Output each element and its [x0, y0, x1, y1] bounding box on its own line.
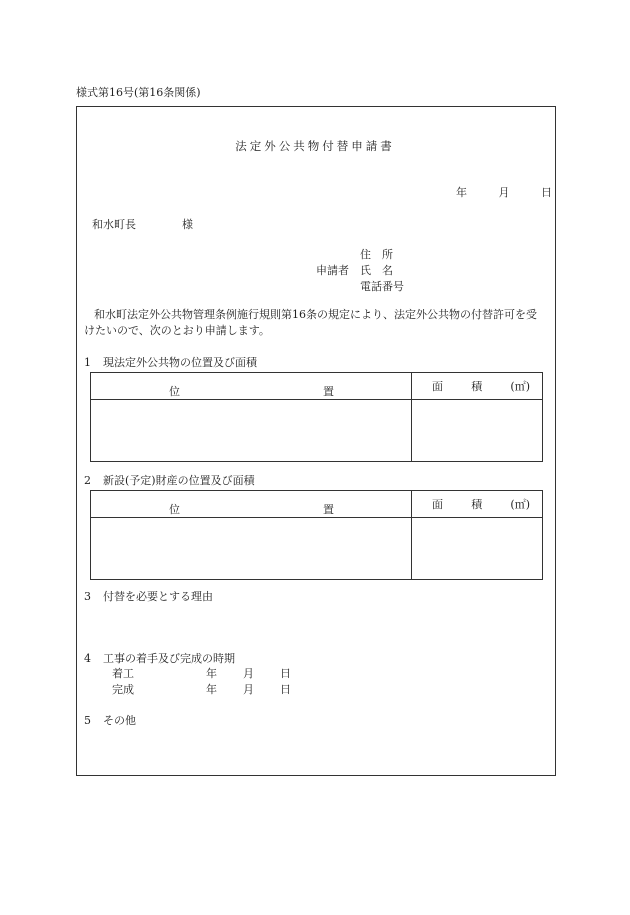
applicant-label: 申請者 [316, 264, 349, 277]
area-header: 面 積 (㎡) [412, 373, 543, 400]
application-date [456, 184, 552, 200]
complete-month-label: 月 [243, 683, 254, 696]
position-input-cell[interactable] [91, 400, 412, 462]
date-day-label: 日 [541, 186, 552, 199]
new-property-table [90, 490, 543, 580]
start-month-label: 月 [243, 667, 254, 680]
section-5-heading [84, 712, 136, 728]
form-title: 法定外公共物付替申請書 [235, 139, 395, 153]
section-2-heading [84, 472, 255, 488]
section-1-heading [84, 354, 257, 370]
section-number: 4 [84, 652, 91, 665]
complete-day-label: 日 [280, 683, 291, 696]
complete-year-label: 年 [206, 683, 217, 696]
section-title: 工事の着手及び完成の時期 [103, 652, 235, 665]
applicant-phone-label: 電話番号 [360, 280, 404, 293]
start-year-label: 年 [206, 667, 217, 680]
addressee-name: 和水町長 [92, 218, 136, 231]
section-number: 5 [84, 714, 91, 727]
start-label: 着工 [112, 667, 134, 680]
area-input-cell[interactable] [412, 400, 543, 462]
date-year-label: 年 [456, 186, 467, 199]
current-property-table [90, 372, 543, 462]
applicant-address-label: 住 所 [360, 248, 393, 261]
area-input-cell[interactable] [412, 518, 543, 580]
complete-label: 完成 [112, 683, 134, 696]
position-header: 位 置 [91, 491, 412, 518]
section-title: 現法定外公共物の位置及び面積 [103, 356, 257, 369]
addressee [92, 216, 193, 232]
section-number: 2 [84, 474, 91, 487]
form-number: 様式第16号(第16条関係) [76, 86, 201, 99]
start-day-label: 日 [280, 667, 291, 680]
date-month-label: 月 [498, 186, 510, 199]
section-title: 新設(予定)財産の位置及び面積 [103, 474, 255, 487]
section-title: 付替を必要とする理由 [103, 590, 213, 603]
applicant-name-label: 氏 名 [360, 264, 393, 277]
addressee-honorific: 様 [182, 218, 193, 231]
section-4-heading [84, 650, 235, 666]
section-3-heading [84, 588, 213, 604]
section-number: 1 [84, 356, 91, 369]
area-header: 面 積 (㎡) [412, 491, 543, 518]
position-header: 位 置 [91, 373, 412, 400]
section-title: その他 [103, 714, 136, 727]
application-statement: 和水町法定外公共物管理条例施行規則第16条の規定により、法定外公共物の付替許可を受けたいので、次のとおり申請します。 [84, 308, 537, 337]
section-number: 3 [84, 590, 91, 603]
position-input-cell[interactable] [91, 518, 412, 580]
